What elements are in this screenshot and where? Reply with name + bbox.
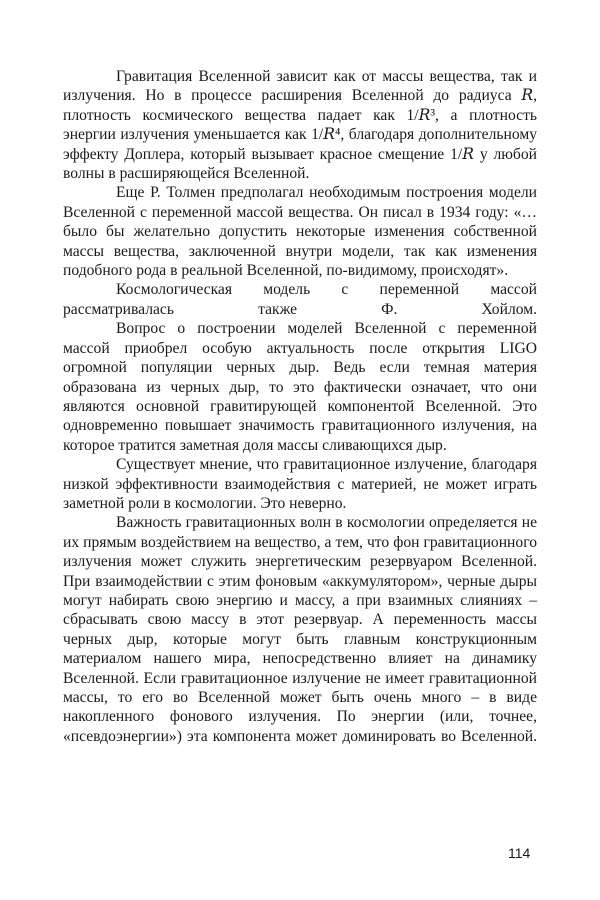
paragraph-gravitation-mass-radiation: Гравитация Вселенной зависит как от массы вещества, так и излучения. Но в процессе расширения Вселенной до радиуса 𝑅, плотность космического вещества падает как 1/𝑅³, а плотность энергии излучения уменьшается как 1/𝑅⁴, благодаря дополнительному эффекту Доплера, который вызывает красное смещение 1/𝑅 у любой волны в расширяющейся Вселенной.: [63, 68, 537, 183]
paragraph-ligo-black-holes: Вопрос о построении моделей Вселенной с переменной массой приобрел особую актуальность после открытия LIGO огромной популяции черных дыр. Ведь если темная материя образована из черных дыр, то это фактически означает, что они являются основной гравитирующей компонентой Вселенной. Это одновременно повышает значимость гравитационного излучения, на которое тратится заметная доля массы сливающихся дыр.: [63, 320, 537, 454]
paragraph-opinion: Существует мнение, что гравитационное излучение, благодаря низкой эффективности взаимодействия с материей, не может играть заметной роли в космологии. Это неверно.: [63, 456, 537, 512]
paragraph-gravitational-waves-importance: Важность гравитационных волн в космологии определяется не их прямым воздействием на вещество, а тем, что фон гравитационного излучения может служить энергетическим резервуаром Вселенной. При взаимодействии с этим фоновым «аккумулятором», черные дыры могут набирать свою энергию и массу, а при взаимных слияниях – сбрасывать свою массу в этот резервуар. А переменность массы черных дыр, которые могут быть главным конструкционным материалом нашего мира, непосредственно влияет на динамику Вселенной. Если гравитационное излучение не имеет гравитационной массы, то его во Вселенной может быть очень много – в виде накопленного фонового излучения. По энергии (или, точнее, «псевдоэнергии») эта компонента может доминировать во Вселенной.: [63, 514, 537, 745]
body-text: [63, 67, 537, 746]
paragraph-tolman: Еще Р. Толмен предполагал необходимым построения модели Вселенной с переменной массой вещества. Он писал в 1934 году: «…было бы желательно допустить некоторые изменения собственной массы вещества, заключенной внутри модели, так как изменения подобного рода в реальной Вселенной, по-видимому, происходят».: [63, 184, 537, 280]
paragraph-hoyle: Космологическая модель с переменной массой рассматривалась также Ф. Хойлом.: [63, 281, 537, 318]
page-number: 114: [508, 845, 531, 861]
